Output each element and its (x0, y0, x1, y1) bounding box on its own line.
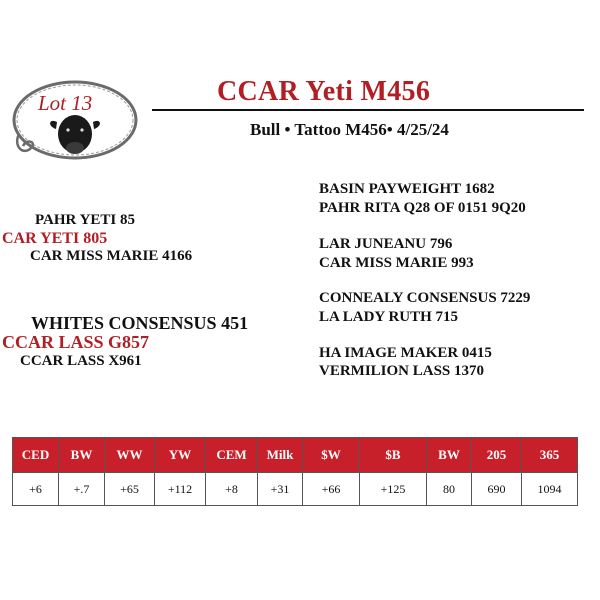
column-header: 365 (522, 438, 578, 473)
sire: CAR YETI 805 (2, 230, 108, 247)
table-cell: +125 (360, 473, 427, 506)
table-cell: +31 (258, 473, 303, 506)
dam: CCAR LASS G857 (2, 332, 150, 352)
table-header-row (13, 438, 578, 473)
column-header: CED (13, 438, 59, 473)
column-header: $B (360, 438, 427, 473)
table-cell: +8 (206, 473, 258, 506)
dam-dam: CCAR LASS X961 (20, 353, 142, 369)
column-header: YW (155, 438, 206, 473)
table-cell: 80 (427, 473, 472, 506)
dam-sire: WHITES CONSENSUS 451 (31, 313, 249, 333)
ancestor: CONNEALY CONSENSUS 7229 (319, 290, 531, 306)
column-header: CEM (206, 438, 258, 473)
column-header: WW (105, 438, 155, 473)
table-cell: +112 (155, 473, 206, 506)
column-header: Milk (258, 438, 303, 473)
table-cell: +66 (303, 473, 360, 506)
table-cell: +65 (105, 473, 155, 506)
ancestor: LA LADY RUTH 715 (319, 309, 459, 325)
animal-subtitle: Bull • Tattoo M456• 4/25/24 (250, 120, 449, 139)
animal-title: CCAR Yeti M456 (217, 76, 431, 107)
table-cell: 690 (472, 473, 522, 506)
bull-head-icon (50, 115, 100, 154)
epd-table (12, 437, 578, 506)
table-row (13, 473, 578, 506)
ancestor: PAHR RITA Q28 OF 0151 9Q20 (319, 200, 526, 216)
lot-badge (9, 76, 141, 168)
table-cell: 1094 (522, 473, 578, 506)
sire-sire: PAHR YETI 85 (35, 212, 136, 228)
ancestor: CAR MISS MARIE 993 (319, 255, 474, 271)
ancestor: VERMILION LASS 1370 (319, 363, 485, 379)
ancestor: HA IMAGE MAKER 0415 (319, 345, 492, 361)
lot-label: Lot 13 (38, 91, 93, 115)
ancestor: BASIN PAYWEIGHT 1682 (319, 181, 495, 197)
column-header: $W (303, 438, 360, 473)
table-cell: +6 (13, 473, 59, 506)
table-cell: +.7 (59, 473, 105, 506)
column-header: 205 (472, 438, 522, 473)
title-divider (152, 109, 584, 111)
column-header: BW (59, 438, 105, 473)
ancestor: LAR JUNEANU 796 (319, 236, 453, 252)
column-header: BW (427, 438, 472, 473)
sire-dam: CAR MISS MARIE 4166 (30, 248, 193, 264)
